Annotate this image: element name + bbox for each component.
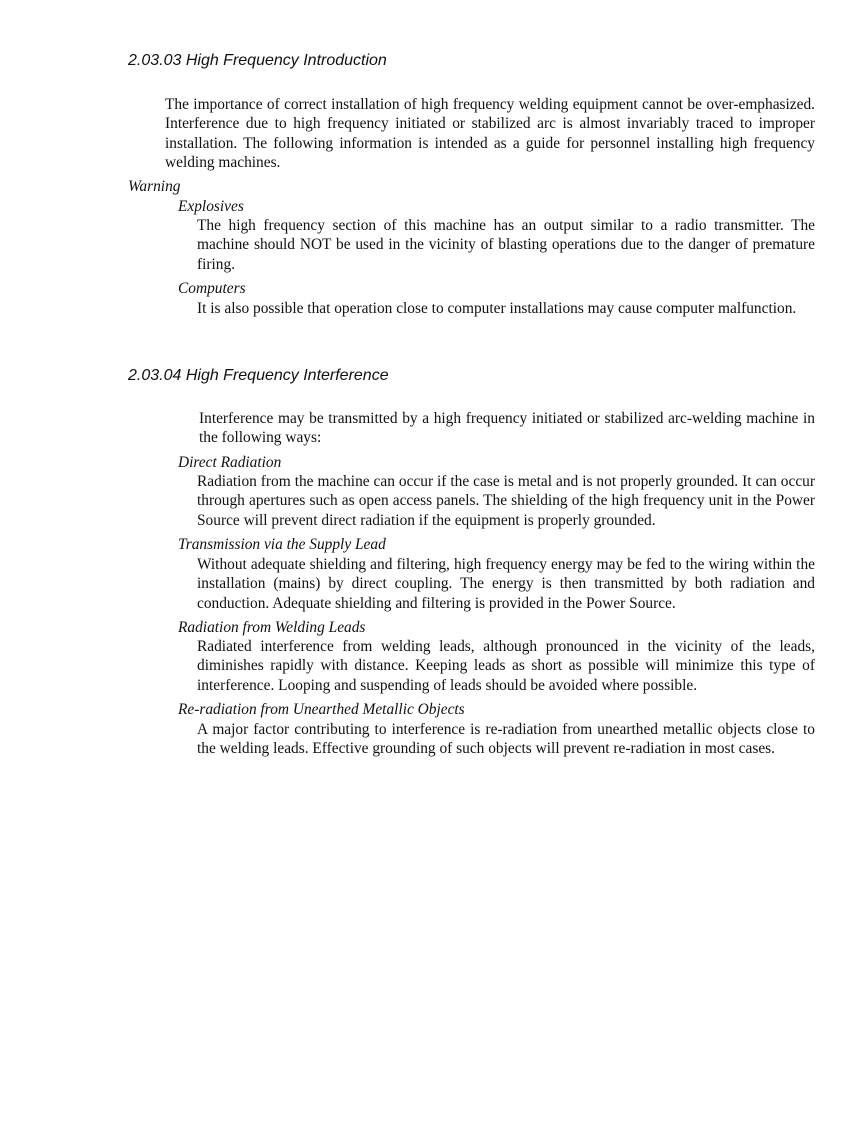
reradiation-text: A major factor contributing to interference is re-radiation from unearthed metallic objects close to the welding leads. Effective grounding of such objects will prevent re-radiation in most cases. [197,721,815,758]
hf-introduction-paragraph: The importance of correct installation of high frequency welding equipment cannot be over-emphasized. Interference due to high frequency initiated or stabilized arc is almost invariably traced to improper installation. The following information is intended as a guide for personnel installing high frequency welding machines. [165,96,815,172]
welding-leads-text: Radiated interference from welding leads, although pronounced in the vicinity of the leads, diminishes rapidly with distance. Keeping leads as short as possible will minimize this type of interference. Looping and suspending of leads should be avoided where possible. [197,638,815,694]
explosives-label: Explosives [178,198,244,215]
section-heading-hf-interference: 2.03.04 High Frequency Interference [128,367,389,384]
welding-leads-label: Radiation from Welding Leads [178,619,366,636]
computers-text: It is also possible that operation close to computer installations may cause computer malfunction. [197,300,797,317]
warning-label: Warning [128,178,181,195]
hf-interference-intro-paragraph: Interference may be transmitted by a high frequency initiated or stabilized arc-welding machine in the following ways: [199,410,815,447]
explosives-text: The high frequency section of this machine has an output similar to a radio transmitter. The machine should NOT be used in the vicinity of blasting operations due to the danger of premature firing. [197,217,815,273]
reradiation-label: Re-radiation from Unearthed Metallic Objects [178,701,465,718]
computers-label: Computers [178,280,246,297]
supply-lead-label: Transmission via the Supply Lead [178,536,386,553]
direct-radiation-label: Direct Radiation [178,454,282,471]
direct-radiation-text: Radiation from the machine can occur if the case is metal and is not properly grounded. It can occur through apertures such as open access panels. The shielding of the high frequency unit in the Power Source will prevent direct radiation if the equipment is properly grounded. [197,473,815,529]
supply-lead-text: Without adequate shielding and filtering, high frequency energy may be fed to the wiring within the installation (mains) by direct coupling. The energy is then transmitted by both radiation and conduction. Adequate shielding and filtering is provided in the Power Source. [197,556,815,612]
section-heading-hf-introduction: 2.03.03 High Frequency Introduction [128,52,387,69]
